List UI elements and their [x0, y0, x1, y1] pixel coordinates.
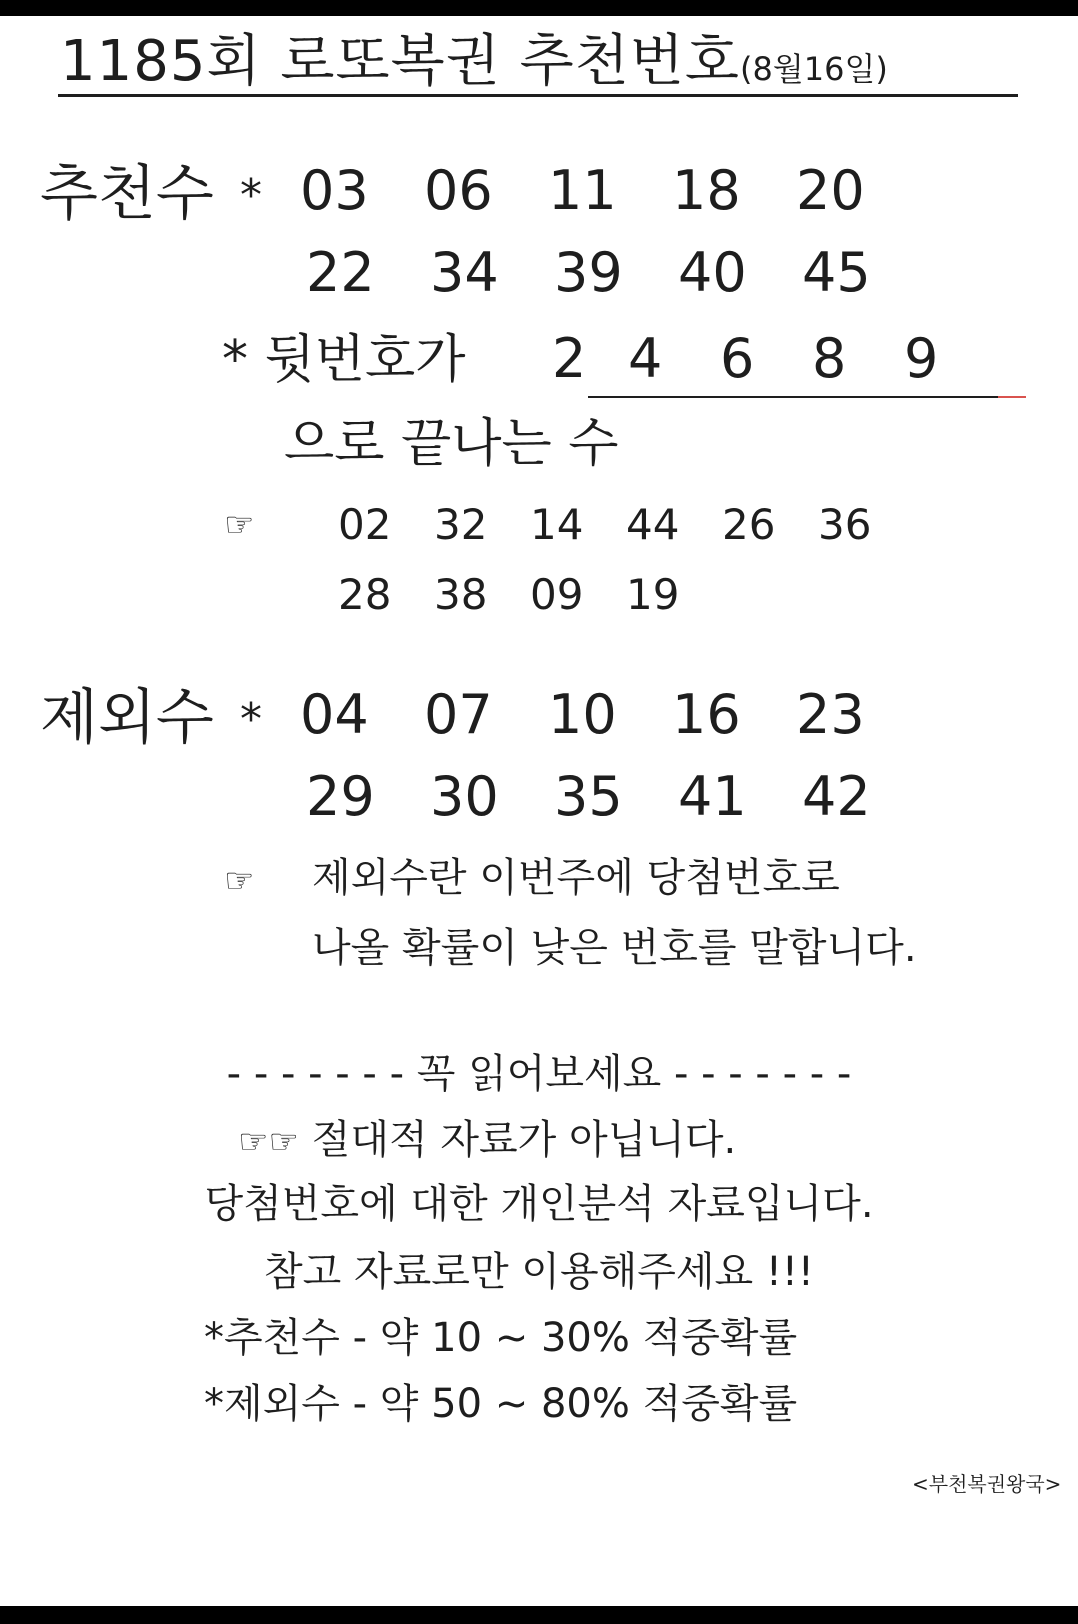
ending-digit: 4: [628, 327, 663, 390]
notice-line-2: 당첨번호에 대한 개인분석 자료입니다.: [204, 1181, 874, 1227]
ending-digit: 8: [812, 327, 847, 390]
recommend-number: 18: [672, 159, 741, 222]
recommend-number: 22: [306, 241, 375, 304]
extra-number: 28: [338, 570, 392, 619]
page-title: [60, 29, 888, 94]
recommend-number: 20: [796, 159, 865, 222]
extra-number: 19: [626, 570, 680, 619]
notice-line-4: *추천수 - 약 10 ~ 30% 적중확률: [204, 1315, 798, 1361]
extra-number: 02: [338, 500, 392, 549]
recommend-label: 추천수: [40, 159, 214, 229]
recommend-number: 39: [554, 241, 623, 304]
red-underline-mark: [998, 396, 1026, 398]
ending-prefix: * 뒷번호가: [222, 330, 466, 390]
extra-number: 26: [722, 500, 776, 549]
recommend-number: 34: [430, 241, 499, 304]
notice-text: 절대적 자료가 아닙니다.: [311, 1117, 737, 1163]
ending-digit: 9: [904, 327, 939, 390]
title-text: 1185회 로또복권 추천번호: [60, 29, 740, 94]
exclude-note-line-2: 나올 확률이 낮은 번호를 말합니다.: [312, 925, 917, 971]
extra-number: 14: [530, 500, 584, 549]
title-underline: [58, 94, 1018, 97]
pointing-hand-icon: ☞: [224, 861, 255, 901]
notice-line-5: *제외수 - 약 50 ~ 80% 적중확률: [204, 1381, 798, 1427]
exclude-number: 23: [796, 683, 865, 746]
extra-number: 09: [530, 570, 584, 619]
source-credit: <부천복권왕국>: [912, 1472, 1062, 1496]
exclude-note-line-1: 제외수란 이번주에 당첨번호로: [312, 855, 840, 901]
ending-digit: 2: [552, 327, 587, 390]
notice-line-3: 참고 자료로만 이용해주세요 !!!: [264, 1249, 814, 1295]
ending-digit: 6: [720, 327, 755, 390]
extra-number: 38: [434, 570, 488, 619]
notice-line-1: [238, 1117, 737, 1163]
recommend-number: 11: [548, 159, 617, 222]
exclude-number: 42: [802, 765, 871, 828]
lotto-recommendation-sheet: [0, 16, 1078, 1606]
exclude-number: 07: [424, 683, 493, 746]
recommend-number: 45: [802, 241, 871, 304]
recommend-number: 03: [300, 159, 369, 222]
exclude-number: 16: [672, 683, 741, 746]
exclude-number: 04: [300, 683, 369, 746]
recommend-number: 40: [678, 241, 747, 304]
extra-number: 44: [626, 500, 680, 549]
exclude-number: 10: [548, 683, 617, 746]
recommend-star: *: [240, 170, 262, 221]
pointing-hand-icon: ☞: [224, 505, 255, 545]
exclude-number: 30: [430, 765, 499, 828]
ending-suffix: 으로 끝나는 수: [284, 414, 619, 474]
recommend-number: 06: [424, 159, 493, 222]
exclude-number: 41: [678, 765, 747, 828]
ending-underline: [588, 396, 998, 398]
title-date: (8월16일): [739, 50, 888, 88]
notice-heading: - - - - - - - 꼭 읽어보세요 - - - - - - -: [226, 1051, 852, 1097]
exclude-star: *: [240, 694, 262, 745]
extra-number: 32: [434, 500, 488, 549]
double-pointing-hand-icon: ☞☞: [238, 1122, 299, 1162]
extra-number: 36: [818, 500, 872, 549]
exclude-label: 제외수: [40, 683, 214, 753]
exclude-number: 29: [306, 765, 375, 828]
exclude-number: 35: [554, 765, 623, 828]
